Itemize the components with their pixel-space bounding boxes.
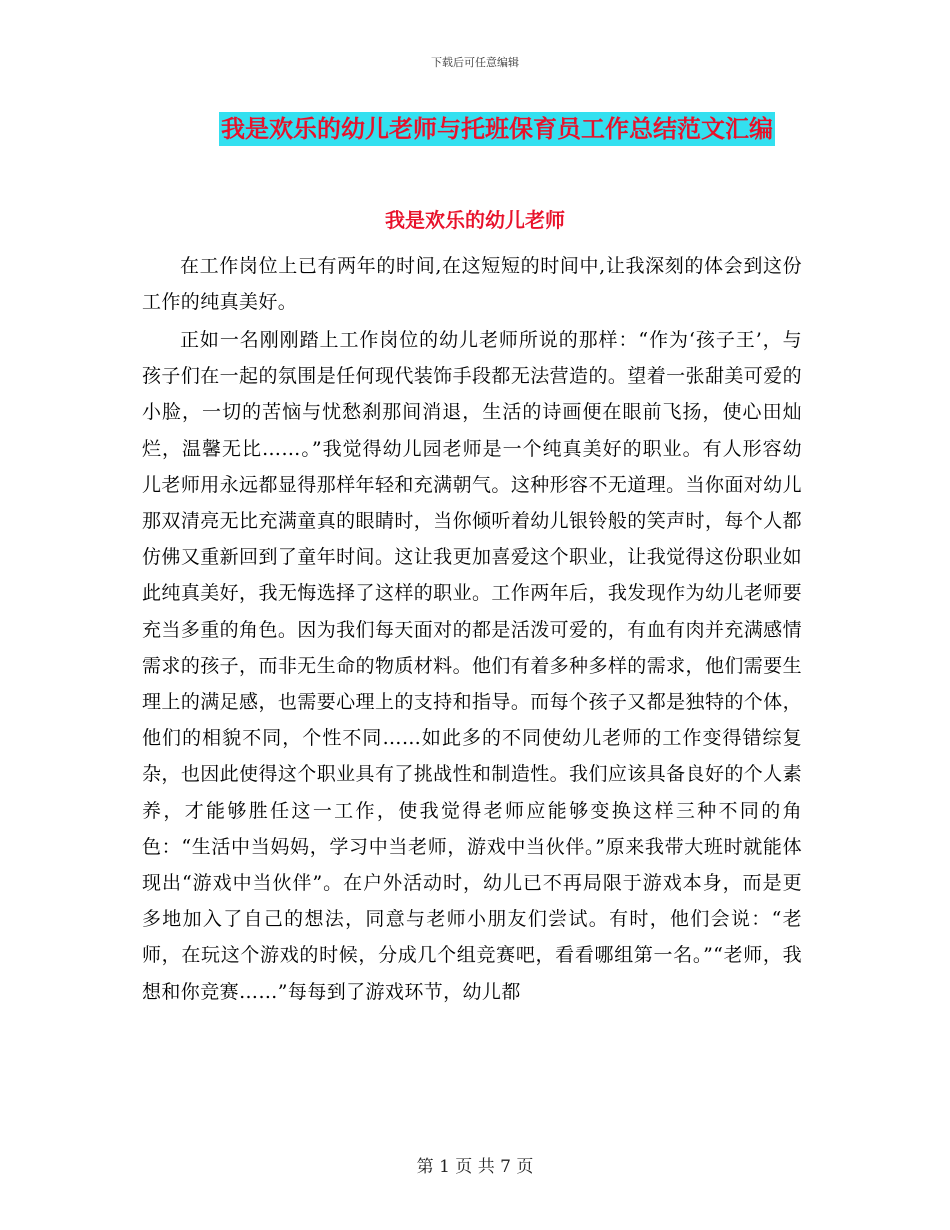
section-title: 我是欢乐的幼儿老师	[385, 208, 565, 232]
page-number-footer: 第 1 页 共 7 页	[416, 1157, 534, 1177]
page-header-note: 下载后可任意编辑	[431, 56, 519, 69]
document-title: 我是欢乐的幼儿老师与托班保育员工作总结范文汇编	[219, 112, 775, 146]
document-body	[142, 248, 802, 1011]
document-title-container	[0, 112, 950, 146]
body-paragraph: 正如一名刚刚踏上工作岗位的幼儿老师所说的那样：“作为‘孩子王’，与孩子们在一起的氛围是任何现代装饰手段都无法营造的。望着一张甜美可爱的小脸，一切的苦恼与忧愁刹那间消退，生活的诗画便在眼前飞扬，使心田灿烂，温馨无比……。”我觉得幼儿园老师是一个纯真美好的职业。有人形容幼儿老师用永远都显得那样年轻和充满朝气。这种形容不无道理。当你面对幼儿那双清亮无比充满童真的眼睛时，当你倾听着幼儿银铃般的笑声时，每个人都仿佛又重新回到了童年时间。这让我更加喜爱这个职业，让我觉得这份职业如此纯真美好，我无悔选择了这样的职业。工作两年后，我发现作为幼儿老师要充当多重的角色。因为我们每天面对的都是活泼可爱的，有血有肉并充满感情需求的孩子，而非无生命的物质材料。他们有着多种多样的需求，他们需要生理上的满足感，也需要心理上的支持和指导。而每个孩子又都是独特的个体，他们的相貌不同，个性不同……如此多的不同使幼儿老师的工作变得错综复杂，也因此使得这个职业具有了挑战性和制造性。我们应该具备良好的个人素养，才能够胜任这一工作，使我觉得老师应能够变换这样三种不同的角色：“生活中当妈妈，学习中当老师，游戏中当伙伴。”原来我带大班时就能体现出“游戏中当伙伴”。在户外活动时，幼儿已不再局限于游戏本身，而是更多地加入了自己的想法，同意与老师小朋友们尝试。有时，他们会说：“老师，在玩这个游戏的时候，分成几个组竞赛吧，看看哪组第一名。”“老师，我想和你竞赛……”每每到了游戏环节，幼儿都	[142, 328, 802, 1003]
body-paragraph: 在工作岗位上已有两年的时间,在这短短的时间中,让我深刻的体会到这份工作的纯真美好。	[142, 255, 802, 314]
